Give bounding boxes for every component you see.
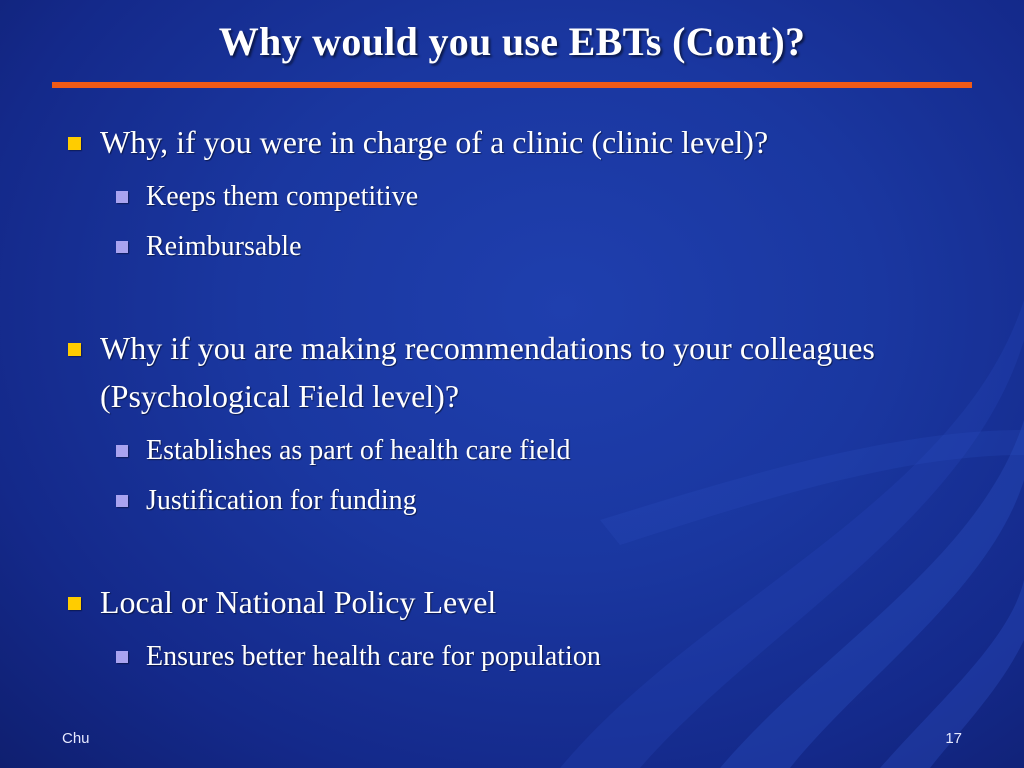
- sub-bullet-text: Establishes as part of health care field: [146, 435, 571, 466]
- footer-author: Chu: [62, 730, 90, 747]
- square-bullet-icon: [68, 597, 81, 610]
- sub-bullet-reimbursable: [62, 222, 962, 272]
- square-bullet-icon: [68, 137, 81, 150]
- sub-bullet-health-care-field: [62, 426, 962, 476]
- sub-bullet-text: Justification for funding: [146, 485, 417, 516]
- title-underline: [52, 82, 972, 88]
- slide-title: Why would you use EBTs (Cont)?: [218, 19, 806, 64]
- bullet-text: Why, if you were in charge of a clinic (clinic level)?: [100, 124, 769, 160]
- bullet-text: Local or National Policy Level: [100, 584, 497, 620]
- bullet-list: [62, 118, 962, 682]
- sub-bullet-competitive: [62, 172, 962, 222]
- sub-bullet-population: [62, 632, 962, 682]
- square-bullet-icon: [116, 445, 128, 457]
- sub-bullet-text: Reimbursable: [146, 231, 302, 262]
- bullet-text: Why if you are making recommendations to your colleagues (Psychological Field level)?: [100, 330, 875, 414]
- square-bullet-icon: [116, 651, 128, 663]
- bullet-clinic-level: [62, 118, 962, 166]
- bullet-field-level: [62, 324, 962, 420]
- sub-bullet-text: Ensures better health care for population: [146, 641, 601, 672]
- sub-bullet-text: Keeps them competitive: [146, 181, 419, 212]
- bullet-policy-level: [62, 578, 962, 626]
- sub-bullet-funding: [62, 476, 962, 526]
- footer-page-number: 17: [945, 730, 962, 747]
- square-bullet-icon: [116, 495, 128, 507]
- square-bullet-icon: [116, 191, 128, 203]
- square-bullet-icon: [68, 343, 81, 356]
- square-bullet-icon: [116, 241, 128, 253]
